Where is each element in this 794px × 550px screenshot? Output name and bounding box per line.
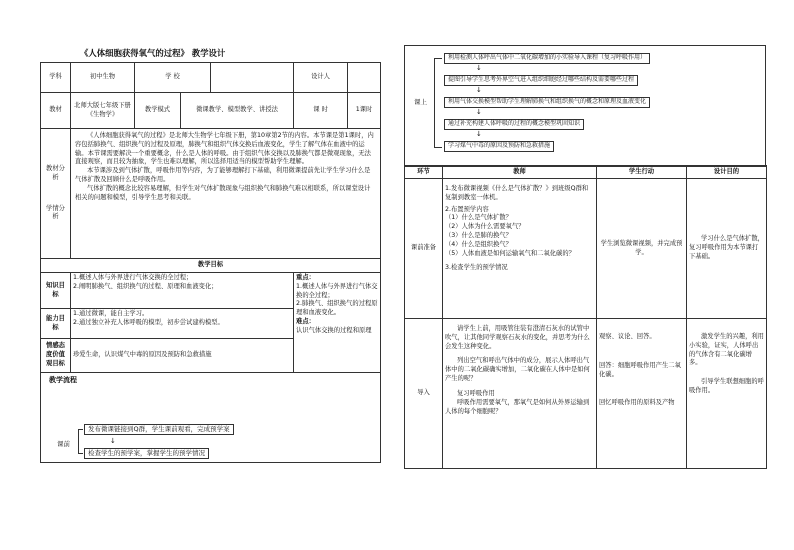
teacher-line: （4）什么是组织换气？ — [445, 240, 512, 248]
class-step-2 — [444, 75, 638, 86]
down-arrow-icon: ↓ — [110, 437, 116, 445]
in-class-label: 课上 — [414, 98, 427, 106]
difficulty-label: 难点： — [296, 318, 315, 326]
hours-label: 课 时 — [294, 93, 348, 129]
teacher-line: 2.布置预学内容 — [445, 205, 489, 213]
class-step-4 — [444, 119, 584, 130]
stage-cell: 导入 — [405, 319, 443, 469]
teacher-line: 复习呼吸作用 — [457, 389, 495, 397]
down-arrow-icon: ↓ — [476, 108, 482, 116]
student-line: 观察、议论、回答。 — [599, 333, 656, 340]
teacher-line: （1）什么是气体扩散？ — [445, 214, 512, 222]
down-arrow-icon: ↓ — [476, 64, 482, 72]
class-step-4-text: 通过补充构建人体呼吸的过程的概念模型巩固知识 — [444, 119, 584, 130]
teacher-line: 3.检查学生的预学情况 — [445, 263, 508, 271]
school-label: 学 校 — [135, 63, 211, 93]
knowledge-goal-1: 1.概述人体与外界进行气体交换的全过程； — [73, 274, 193, 281]
class-step-2-text: 提图引导学生思考外界空气进入组织细胞经过哪些结构及需要哪些过程 — [444, 75, 638, 86]
flow-connector — [434, 147, 442, 148]
subject-label: 学科 — [41, 63, 71, 93]
flow-connector — [434, 58, 442, 59]
class-step-1 — [444, 53, 650, 64]
analysis-content — [71, 129, 381, 259]
goals-header: 教学目标 — [41, 259, 381, 273]
student-cell: 学生浏览微课视频，并完成预学。 — [597, 179, 687, 319]
left-info-table — [40, 62, 381, 463]
teacher-line: （3）什么是肺的换气？ — [445, 232, 512, 240]
flow-connector — [78, 429, 79, 454]
ability-goal-2: 2.通过独立补充人体呼吸的模型，初步尝试建构模型。 — [73, 318, 224, 326]
key-difficulty — [294, 273, 381, 373]
hours-value: 1课时 — [348, 93, 381, 129]
table-row — [405, 319, 767, 469]
col-header-purpose: 设计目的 — [687, 166, 767, 179]
teaching-flow-header: 教学流程 — [49, 376, 77, 384]
student-line: 回忆呼吸作用的原料及产物 — [599, 399, 675, 407]
designer-value — [348, 63, 381, 93]
col-header-stage: 环节 — [405, 166, 443, 179]
teacher-line: 请学生上前，用吸管往装有澄清石灰水的试管中吹气，让其他同学观察石灰水的变化，并思考为什么会发生这种变化。 — [445, 325, 590, 350]
school-value — [211, 63, 294, 93]
teacher-line: 1.发布微课视频《什么是气体扩散？》到班级Q群和复制到教室一体机。 — [445, 185, 589, 201]
ability-goals — [71, 309, 294, 339]
teacher-line: 列出空气和呼出气体中的成分，展示人体呼出气体中的二氧化碳确实增加，二氧化碳在人体中是如何产生的呢？ — [445, 357, 590, 383]
ability-goal-1: 1.通过微课，能自主学习。 — [73, 310, 149, 317]
table-row — [405, 179, 767, 319]
flow-connector — [78, 453, 83, 454]
flow-connector — [78, 429, 83, 430]
left-title: 《人体细胞获得氧气的过程》 教学设计 — [80, 48, 226, 58]
purpose-cell: 学习什么是气体扩散，复习呼吸作用为本节课打下基础。 — [687, 179, 767, 319]
down-arrow-icon: ↓ — [476, 86, 482, 94]
textbook-label: 教材 — [41, 93, 71, 129]
teacher-line: （2）人体为什么需要氧气？ — [445, 223, 525, 231]
class-step-5-text: 学习煤气中毒的原因及预防和急救措施 — [444, 141, 554, 152]
key-point-1: 1.概述人体与外界进行气体交换的全过程； — [296, 282, 378, 299]
mode-label: 教学模式 — [135, 93, 181, 129]
purpose-line: 引导学生联想细胞的呼吸作用。 — [689, 378, 764, 395]
class-step-5 — [444, 141, 554, 152]
teacher-cell — [443, 179, 597, 319]
pre-step-2 — [84, 448, 209, 459]
flow-connector — [434, 58, 435, 147]
difficulty-point-1: 认识气体交换的过程和原理 — [296, 326, 372, 334]
pre-class-label: 课前 — [57, 440, 70, 448]
right-process-table — [404, 165, 767, 469]
subject-value: 初中生物 — [71, 63, 135, 93]
emotion-goal-label: 情感态度价值观目标 — [41, 339, 71, 373]
emotion-goal-value: 珍爱生命，认识煤气中毒的原因及预防和急救措施 — [71, 339, 294, 373]
pre-step-2-text: 检查学生的预学案，掌握学生的预学情况 — [84, 448, 209, 459]
ability-goal-label: 能力目标 — [41, 309, 71, 339]
student-cell — [597, 319, 687, 469]
teacher-cell — [443, 319, 597, 469]
analysis-p2: 本节课涉及到气体扩散，呼吸作用等内容，为了能够理解打下基础，利用微课提前先让学生学习什么是气体扩散及回顾什么是呼吸作用。 — [75, 167, 371, 184]
student-line: 回答：细胞呼吸作用产生二氧化碳。 — [599, 361, 681, 378]
analysis-p1: 《人体细胞获得氧气的过程》是北师大生物学七年级下册，第10章第2节的内容。本节课是第1课时，内容包括肺换气、组织换气的过程及原理，肺换气和组织气体交换后血液变化，学生了解气体在血液中的运输。本节课需要解决一个重要概念，什么是人体的呼吸。由于组织气体交换以及肺换气都是微观现象，无法直接观察，而且较为抽象，学生也难以理解，所以选择用适当的模型帮助学生理解。 — [75, 132, 374, 166]
class-step-3-text: 利用气体交换模型帮助学生理解肺换气和组织换气的概念和原理及血液变化 — [444, 97, 650, 108]
analysis-p3: 气体扩散的概念比较容易理解，但学生对气体扩散现象与组织换气和肺换气难以相联系，所以课堂设计相关的问题和模型，引导学生思考和关联。 — [75, 184, 371, 201]
stage-cell: 课前准备 — [405, 179, 443, 319]
class-step-3 — [444, 97, 650, 108]
purpose-cell — [687, 319, 767, 469]
knowledge-goals — [71, 273, 294, 309]
textbook-analysis-label: 教材分析 — [46, 164, 65, 181]
col-header-teacher: 教师 — [443, 166, 597, 179]
class-step-1-text: 利用检测人体呼出气体中二氧化碳增加的小实验导入课程（复习呼吸作用） — [444, 53, 650, 64]
knowledge-goal-2: 2.阐明肺换气、组织换气的过程、原理和血液变化； — [73, 282, 218, 290]
key-point-2: 2.肺换气、组织换气的过程原理和血液变化。 — [296, 300, 378, 317]
down-arrow-icon: ↓ — [476, 130, 482, 138]
teacher-line: （5）人体血液是如何运输氧气和二氧化碳的？ — [445, 249, 575, 257]
textbook-value: 北师大版七年级下册《生物学》 — [71, 93, 135, 129]
mode-value: 微课教学、模型教学、讲授法 — [181, 93, 294, 129]
designer-label: 设计人 — [294, 63, 348, 93]
purpose-line: 激发学生的兴趣，利用小实验，证实，人体呼出的气体含有二氧化碳增多。 — [689, 333, 764, 367]
pre-step-1-text: 发布微课链接到Q群，学生课前观看，完成预学案 — [84, 424, 234, 435]
pre-step-1 — [84, 424, 234, 435]
col-header-student: 学生行动 — [597, 166, 687, 179]
knowledge-goal-label: 知识目标 — [41, 273, 71, 309]
key-label: 重点： — [296, 274, 315, 281]
teacher-line: 呼吸作用需要氧气，那氧气是如何从外界运输到人体的每个细胞呢？ — [445, 398, 590, 415]
student-analysis-label: 学情分析 — [46, 204, 65, 221]
analysis-labels — [41, 129, 71, 259]
